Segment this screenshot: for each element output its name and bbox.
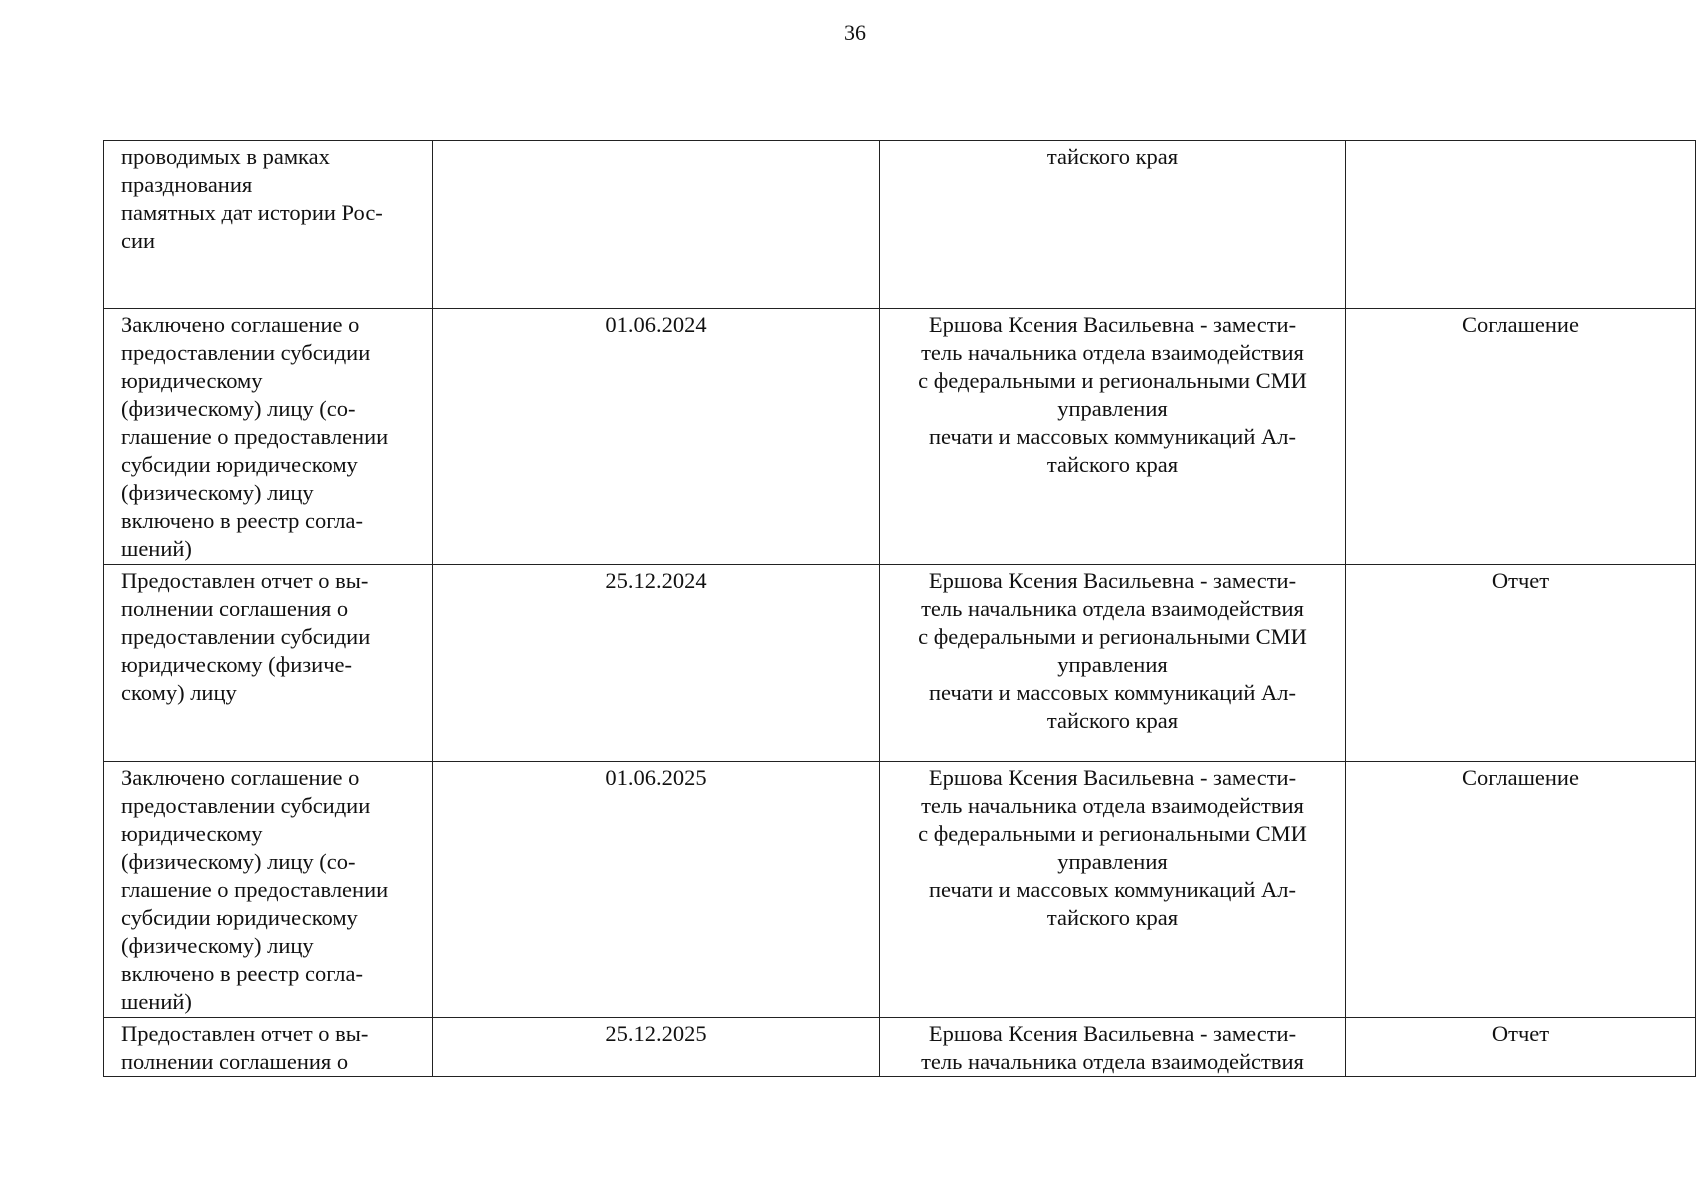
event-cell: проводимых в рамках празднования памятных дат истории Рос- сии: [104, 141, 433, 309]
event-cell: Предоставлен отчет о вы- полнении соглашения о: [104, 1018, 433, 1077]
table-row: [104, 309, 1696, 565]
event-cell: Заключено соглашение о предоставлении субсидии юридическому (физическому) лицу (со- глашение о предоставлении субсидии юридическому (физическому) лицу включено в реестр согла- шений): [104, 762, 433, 1018]
event-cell: Заключено соглашение о предоставлении субсидии юридическому (физическому) лицу (со- глашение о предоставлении субсидии юридическому (физическому) лицу включено в реестр согла- шений): [104, 309, 433, 565]
document-cell: Соглашение: [1346, 309, 1696, 565]
date-cell: 25.12.2025: [433, 1018, 880, 1077]
date-cell: [433, 141, 880, 309]
table-row: [104, 762, 1696, 1018]
document-cell: Соглашение: [1346, 762, 1696, 1018]
document-cell: [1346, 141, 1696, 309]
event-cell: Предоставлен отчет о вы- полнении соглашения о предоставлении субсидии юридическому (физиче- скому) лицу: [104, 565, 433, 762]
document-table: [103, 140, 1696, 1077]
table-row: [104, 1018, 1696, 1077]
date-cell: 25.12.2024: [433, 565, 880, 762]
page-number: 36: [844, 20, 866, 45]
document-cell: Отчет: [1346, 565, 1696, 762]
responsible-cell: тайского края: [880, 141, 1346, 309]
responsible-cell: Ершова Ксения Васильевна - замести- тель начальника отдела взаимодействия с федеральными и региональными СМИ управления печати и массовых коммуникаций Ал- тайского края: [880, 762, 1346, 1018]
table-row: [104, 565, 1696, 762]
responsible-cell: Ершова Ксения Васильевна - замести- тель начальника отдела взаимодействия с федеральными и региональными СМИ управления печати и массовых коммуникаций Ал- тайского края: [880, 565, 1346, 762]
responsible-cell: Ершова Ксения Васильевна - замести- тель начальника отдела взаимодействия: [880, 1018, 1346, 1077]
date-cell: 01.06.2025: [433, 762, 880, 1018]
table-row: [104, 141, 1696, 309]
date-cell: 01.06.2024: [433, 309, 880, 565]
document-cell: Отчет: [1346, 1018, 1696, 1077]
responsible-cell: Ершова Ксения Васильевна - замести- тель начальника отдела взаимодействия с федеральными и региональными СМИ управления печати и массовых коммуникаций Ал- тайского края: [880, 309, 1346, 565]
